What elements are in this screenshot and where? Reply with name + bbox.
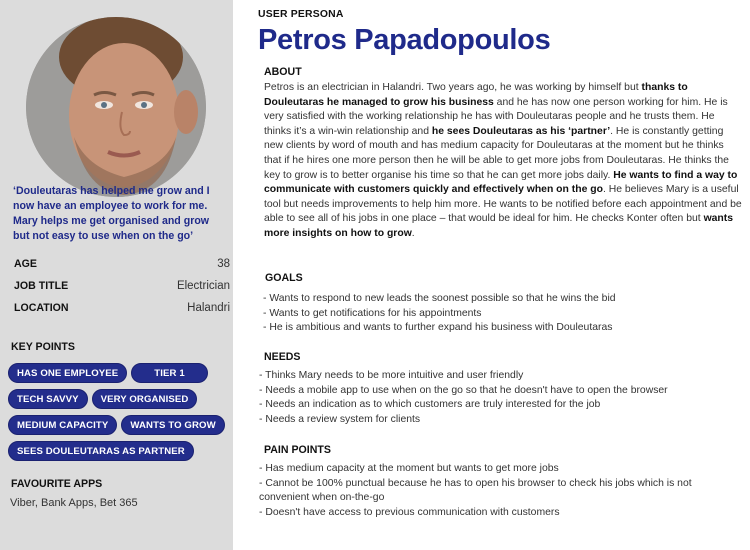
needs-list	[259, 369, 744, 427]
about-segment: .	[411, 227, 415, 239]
need-item: - Needs a review system for clients	[259, 413, 421, 425]
page-kicker: USER PERSONA	[258, 9, 344, 20]
fact-location	[14, 302, 230, 324]
pain-points-title: PAIN POINTS	[264, 444, 331, 456]
need-item: - Thinks Mary needs to be more intuitive and user friendly	[259, 370, 524, 381]
fact-job-title	[14, 280, 230, 302]
about-segment: Petros is an electrician in Halandri. Two years ago, he was working by himself but	[264, 82, 642, 93]
needs-title: NEEDS	[264, 351, 301, 363]
about-segment: . He believes Mary is a useful tool but needs improvements to help him more. He wants to be notified before each appointment and be able to see all of his jobs in one place – that would be ideal for him. He checks Konter often but	[264, 184, 742, 225]
fact-label: AGE	[14, 258, 37, 270]
pain-point-item: - Has medium capacity at the moment but wants to get more jobs	[259, 463, 559, 474]
about-segment-bold: wants more insights on how to grow	[264, 213, 734, 239]
need-item: - Needs a mobile app to use when on the go so that he doesn't have to open the browser	[259, 384, 668, 396]
about-segment-bold: thanks to Douleutaras he managed to grow his business	[264, 82, 688, 108]
avatar	[26, 17, 206, 197]
favourite-apps-title: FAVOURITE APPS	[11, 478, 103, 490]
key-points-chips	[8, 363, 230, 461]
key-point-chip: TIER 1	[131, 363, 207, 383]
fact-value: Halandri	[187, 302, 230, 314]
pain-points-list	[259, 462, 729, 520]
fact-age	[14, 258, 230, 280]
key-point-chip: WANTS TO GROW	[121, 415, 224, 435]
pain-point-item: - Cannot be 100% punctual because he has to open his browser to check his jobs which is not convenient when on-the-go	[259, 477, 692, 504]
need-item: - Needs an indication as to which customers are truly interested for the job	[259, 399, 601, 411]
fact-label: JOB TITLE	[14, 280, 69, 292]
goals-title: GOALS	[265, 272, 303, 284]
persona-name: Petros Papadopoulos	[258, 24, 551, 56]
fact-label: LOCATION	[14, 302, 69, 314]
persona-facts	[14, 258, 230, 324]
pain-point-item: - Doesn't have access to previous communication with customers	[259, 506, 560, 518]
about-title: ABOUT	[264, 66, 302, 78]
persona-quote: ‘Douleutaras has helped me grow and I now have an employee to work for me. Mary helps me get organised and grow but not easy to use when on the go’	[13, 185, 210, 242]
about-text	[264, 81, 742, 242]
key-point-chip: SEES DOULEUTARAS AS PARTNER	[8, 441, 194, 461]
key-point-chip: TECH SAVVY	[8, 389, 88, 409]
key-point-chip: MEDIUM CAPACITY	[8, 415, 117, 435]
goal-item: - Wants to respond to new leads the soonest possible so that he wins the bid	[263, 293, 616, 304]
key-point-chip: HAS ONE EMPLOYEE	[8, 363, 127, 383]
portrait-image	[26, 17, 206, 197]
goal-item: - He is ambitious and wants to further expand his business with Douleutaras	[263, 322, 613, 334]
about-segment: . He is constantly getting new clients by word of mouth and has medium capacity for Douleutaras at the moment but he thinks that if he hires one more person then he will be able to get more jobs from Douleutaras. He thinks the key to grow is to better organise his time so that he can get more jobs daily.	[264, 125, 729, 181]
persona-sidebar	[0, 0, 233, 550]
about-segment: and he has now one person working for him. He is very satisfied with the working relationship he has with Douleutaras people and he trusts them. He thinks it’s a win-win relationship and	[264, 96, 728, 137]
key-points-title: KEY POINTS	[11, 341, 75, 353]
goal-item: - Wants to get notifications for his appointments	[263, 307, 482, 319]
key-point-chip: VERY ORGANISED	[92, 389, 198, 409]
about-segment-bold: He wants to find a way to communicate with customers quickly and effectively when on the go	[264, 169, 738, 196]
fact-value: Electrician	[176, 280, 230, 292]
goals-list	[263, 292, 748, 336]
favourite-apps-value: Viber, Bank Apps, Bet 365	[10, 497, 138, 509]
fact-value: 38	[217, 258, 230, 270]
about-segment-bold: he sees Douleutaras as his ‘partner’	[431, 125, 611, 137]
